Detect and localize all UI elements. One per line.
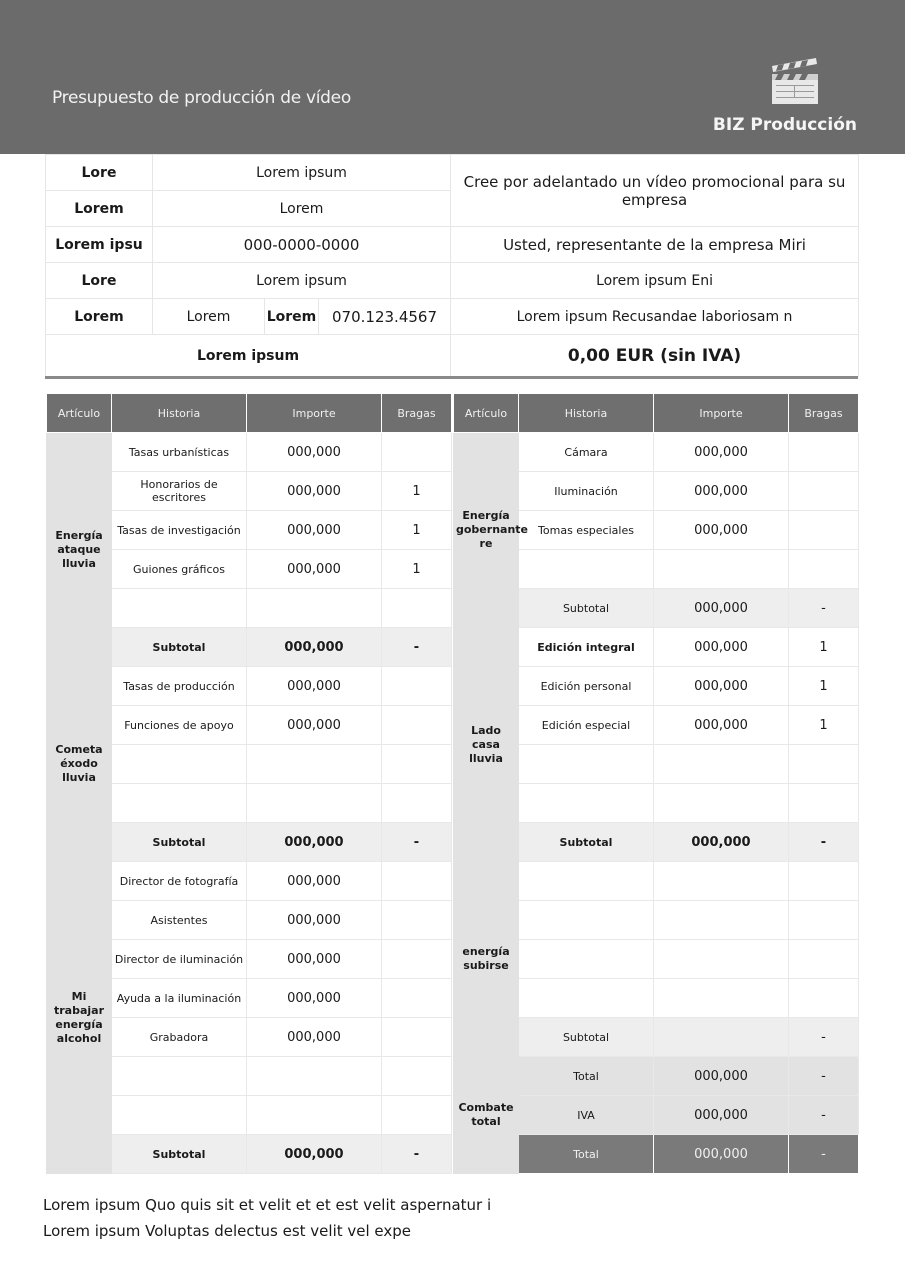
grand-total-qty: - [789, 1135, 859, 1174]
item-qty [789, 433, 859, 472]
item-qty [789, 979, 859, 1018]
item-amount: 000,000 [654, 628, 789, 667]
item-qty: 1 [789, 667, 859, 706]
item-name: Grabadora [112, 1018, 247, 1057]
info-total-row [46, 335, 859, 378]
item-qty [789, 550, 859, 589]
item-qty [789, 745, 859, 784]
item-name: Tasas de producción [112, 667, 247, 706]
info-label: Lorem [46, 299, 153, 335]
item-qty: 1 [382, 550, 452, 589]
subtotal-label: Subtotal [112, 823, 247, 862]
item-qty [382, 589, 452, 628]
info-right: Usted, representante de la empresa Miri [451, 227, 859, 263]
info-right: Lorem ipsum Eni [451, 263, 859, 299]
item-name [112, 1096, 247, 1135]
item-qty [789, 784, 859, 823]
subtotal-qty: - [789, 1018, 859, 1057]
item-qty [382, 745, 452, 784]
item-name: Edición especial [519, 706, 654, 745]
budget-table-left [46, 393, 452, 1174]
table-row [454, 862, 859, 901]
item-name [112, 1057, 247, 1096]
item-name: Director de iluminación [112, 940, 247, 979]
item-name: Tasas de investigación [112, 511, 247, 550]
header-banner [0, 0, 905, 154]
item-name [519, 745, 654, 784]
info-label: Lorem [46, 191, 153, 227]
item-qty: 1 [382, 511, 452, 550]
item-qty [789, 862, 859, 901]
budget-table-right [453, 393, 859, 1174]
item-name [519, 901, 654, 940]
item-qty [382, 979, 452, 1018]
item-qty [789, 511, 859, 550]
subtotal-qty: - [382, 628, 452, 667]
item-qty: 1 [789, 628, 859, 667]
grand-total-amount: 000,000 [654, 1135, 789, 1174]
item-qty: 1 [789, 706, 859, 745]
item-name [519, 979, 654, 1018]
item-qty [382, 862, 452, 901]
item-amount [654, 979, 789, 1018]
subtotal-amount: 000,000 [247, 628, 382, 667]
table-row [454, 628, 859, 667]
item-qty [382, 1096, 452, 1135]
iva-label: IVA [519, 1096, 654, 1135]
info-value: Lorem [153, 299, 265, 335]
item-amount [654, 784, 789, 823]
column-header: Artículo [454, 394, 519, 433]
subtotal-qty: - [382, 1135, 452, 1174]
item-amount: 000,000 [247, 706, 382, 745]
info-value: Lorem ipsum [153, 155, 451, 191]
item-name: Cámara [519, 433, 654, 472]
item-name: Tasas urbanísticas [112, 433, 247, 472]
item-qty [382, 433, 452, 472]
column-header: Importe [654, 394, 789, 433]
divider [45, 376, 858, 379]
item-amount: 000,000 [654, 511, 789, 550]
column-header: Historia [112, 394, 247, 433]
subtotal-label: Subtotal [112, 1135, 247, 1174]
item-amount [654, 901, 789, 940]
info-label: Lorem ipsu [46, 227, 153, 263]
item-amount: 000,000 [654, 433, 789, 472]
subtotal-label: Subtotal [112, 628, 247, 667]
total-qty: - [789, 1057, 859, 1096]
category-label: Energía gobernante re [454, 433, 519, 628]
subtotal-amount [654, 1018, 789, 1057]
subtotal-amount: 000,000 [654, 589, 789, 628]
subtotal-qty: - [789, 823, 859, 862]
item-amount: 000,000 [247, 901, 382, 940]
item-amount: 000,000 [654, 472, 789, 511]
info-row [46, 155, 859, 191]
item-name [519, 940, 654, 979]
item-amount [247, 589, 382, 628]
info-row [46, 299, 859, 335]
info-row [46, 263, 859, 299]
category-label: Combate total [454, 1057, 519, 1174]
item-qty [789, 472, 859, 511]
item-name: Edición personal [519, 667, 654, 706]
item-amount [247, 1096, 382, 1135]
total-amount: 0,00 EUR (sin IVA) [451, 335, 859, 378]
column-header: Artículo [47, 394, 112, 433]
table-header [454, 394, 859, 433]
item-qty [382, 1018, 452, 1057]
item-name: Asistentes [112, 901, 247, 940]
item-name [519, 550, 654, 589]
info-value: Lorem ipsum [153, 263, 451, 299]
item-name [112, 589, 247, 628]
category-label: Mi trabajar energía alcohol [47, 862, 112, 1174]
column-header: Bragas [382, 394, 452, 433]
item-name: Tomas especiales [519, 511, 654, 550]
subtotal-amount: 000,000 [654, 823, 789, 862]
item-name: Funciones de apoyo [112, 706, 247, 745]
info-row [46, 227, 859, 263]
iva-qty: - [789, 1096, 859, 1135]
item-amount: 000,000 [247, 862, 382, 901]
item-name [112, 745, 247, 784]
info-right: Lorem ipsum Recusandae laboriosam n [451, 299, 859, 335]
iva-amount: 000,000 [654, 1096, 789, 1135]
total-label: Total [519, 1057, 654, 1096]
info-value: Lorem [153, 191, 451, 227]
item-amount: 000,000 [247, 550, 382, 589]
column-header: Importe [247, 394, 382, 433]
item-amount: 000,000 [247, 433, 382, 472]
item-amount: 000,000 [247, 979, 382, 1018]
item-amount: 000,000 [247, 1018, 382, 1057]
category-label: energía subirse [454, 862, 519, 1057]
footer-note: Lorem ipsum Voluptas delectus est velit vel expe [43, 1222, 412, 1240]
table-row [47, 433, 452, 472]
item-qty [382, 667, 452, 706]
item-qty [382, 706, 452, 745]
item-qty [382, 784, 452, 823]
item-name [519, 784, 654, 823]
item-qty: 1 [382, 472, 452, 511]
total-label: Lorem ipsum [46, 335, 451, 378]
item-amount: 000,000 [247, 472, 382, 511]
item-amount [654, 940, 789, 979]
item-amount [654, 745, 789, 784]
column-header: Bragas [789, 394, 859, 433]
item-amount [247, 784, 382, 823]
item-qty [789, 940, 859, 979]
brand-name: BIZ Producción [712, 115, 857, 135]
category-label: Lado casa lluvia [454, 628, 519, 862]
total-amount: 000,000 [654, 1057, 789, 1096]
table-row [47, 862, 452, 901]
project-description: Cree por adelantado un vídeo promocional para su empresa [451, 155, 859, 227]
table-row [454, 433, 859, 472]
item-amount [654, 862, 789, 901]
column-header: Historia [519, 394, 654, 433]
subtotal-qty: - [789, 589, 859, 628]
item-name: Director de fotografía [112, 862, 247, 901]
subtotal-amount: 000,000 [247, 1135, 382, 1174]
subtotal-label: Subtotal [519, 1018, 654, 1057]
info-phone: 000-0000-0000 [153, 227, 451, 263]
item-qty [789, 901, 859, 940]
document-title: Presupuesto de producción de vídeo [52, 88, 351, 108]
footer-note: Lorem ipsum Quo quis sit et velit et et est velit aspernatur i [43, 1196, 492, 1214]
item-name: Edición integral [519, 628, 654, 667]
info-phone: 070.123.4567 [319, 299, 451, 335]
info-label: Lorem [265, 299, 319, 335]
item-name: Honorarios de escritores [112, 472, 247, 511]
subtotal-qty: - [382, 823, 452, 862]
subtotal-label: Subtotal [519, 589, 654, 628]
item-name [519, 862, 654, 901]
info-table [45, 154, 859, 377]
item-amount: 000,000 [654, 706, 789, 745]
info-label: Lore [46, 155, 153, 191]
item-amount [654, 550, 789, 589]
subtotal-label: Subtotal [519, 823, 654, 862]
item-amount: 000,000 [247, 511, 382, 550]
category-label: Energía ataque lluvia [47, 433, 112, 667]
item-qty [382, 1057, 452, 1096]
info-label: Lore [46, 263, 153, 299]
table-header [47, 394, 452, 433]
table-row [47, 667, 452, 706]
item-qty [382, 940, 452, 979]
item-name: Guiones gráficos [112, 550, 247, 589]
item-amount: 000,000 [247, 940, 382, 979]
item-amount [247, 1057, 382, 1096]
clapperboard-icon [770, 52, 820, 104]
item-name: Ayuda a la iluminación [112, 979, 247, 1018]
item-qty [382, 901, 452, 940]
item-name [112, 784, 247, 823]
total-row [454, 1057, 859, 1096]
grand-total-label: Total [519, 1135, 654, 1174]
category-label: Cometa éxodo lluvia [47, 667, 112, 862]
item-amount [247, 745, 382, 784]
subtotal-amount: 000,000 [247, 823, 382, 862]
item-amount: 000,000 [247, 667, 382, 706]
item-amount: 000,000 [654, 667, 789, 706]
item-name: Iluminación [519, 472, 654, 511]
